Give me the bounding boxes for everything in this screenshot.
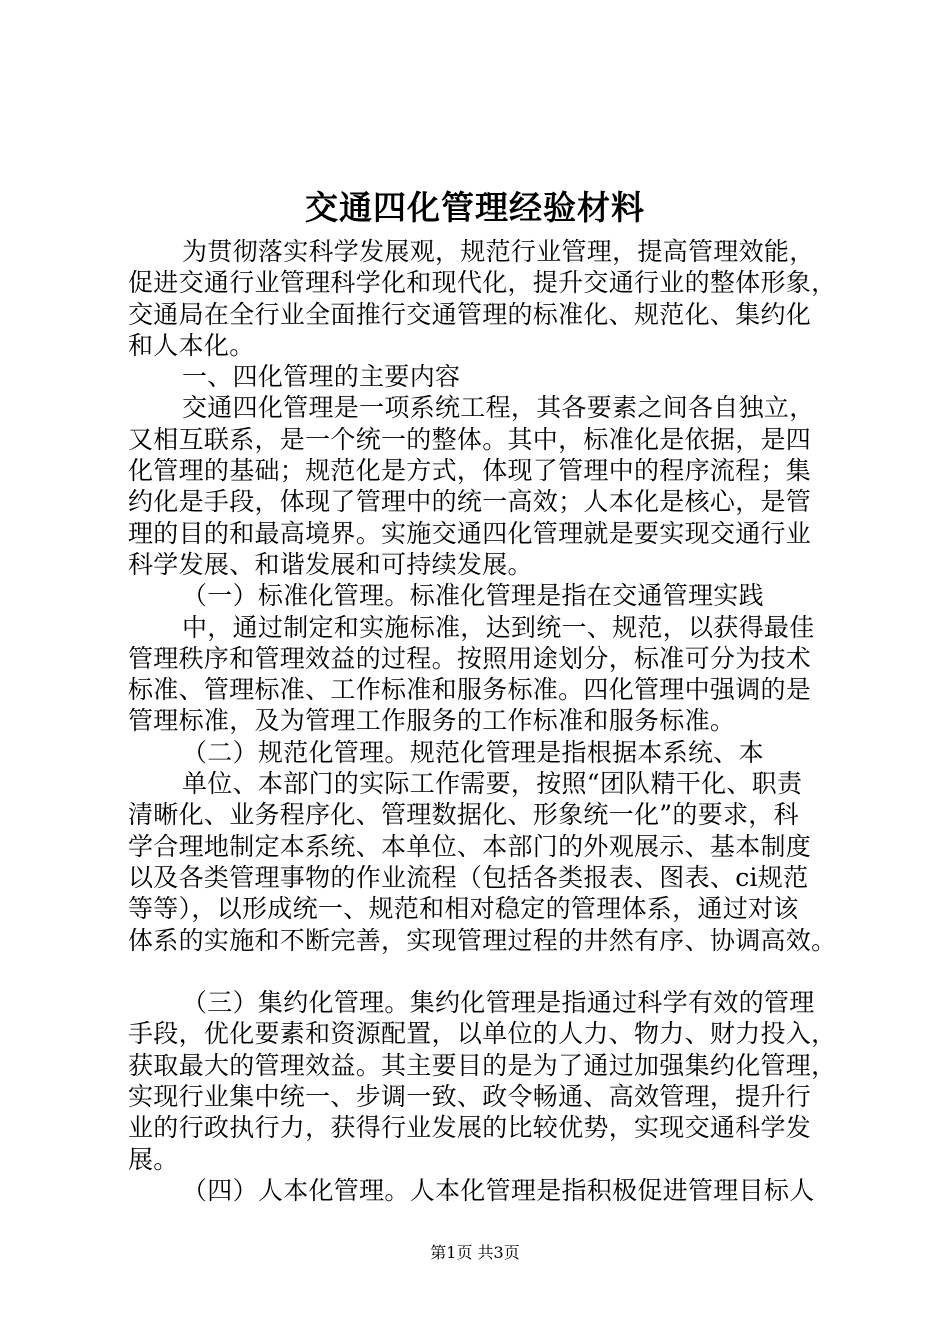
text-line: 体系的实施和不断完善，实现管理过程的井然有序、协调高效。	[128, 925, 837, 955]
text-line: 等等），以形成统一、规范和相对稳定的管理体系，通过对该	[128, 894, 799, 924]
document-body	[128, 236, 838, 1206]
text-line: 业的行政执行力，获得行业发展的比较优势，实现交通科学发	[128, 1113, 812, 1143]
text-line: 交通局在全行业全面推行交通管理的标准化、规范化、集约化	[128, 299, 812, 329]
text-line: 清晰化、业务程序化、管理数据化、形象统一化”的要求，科	[128, 800, 799, 830]
text-line: 展。	[128, 1144, 179, 1174]
text-line: 单位、本部门的实际工作需要，按照“团队精干化、职责	[182, 769, 803, 799]
blank-line	[128, 956, 838, 987]
text-line: （四）人本化管理。人本化管理是指积极促进管理目标人	[182, 1175, 815, 1205]
text-line: 科学发展、和谐发展和可持续发展。	[128, 549, 533, 579]
text-line: 化管理的基础；规范化是方式，体现了管理中的程序流程；集	[128, 456, 812, 486]
text-line: 手段，优化要素和资源配置，以单位的人力、物力、财力投入，	[128, 1019, 837, 1049]
text-line: 一、四化管理的主要内容	[182, 362, 461, 392]
text-line: 管理秩序和管理效益的过程。按照用途划分，标准可分为技术	[128, 643, 812, 673]
text-line: 为贯彻落实科学发展观，规范行业管理，提高管理效能，	[182, 237, 815, 266]
text-line: （二）规范化管理。规范化管理是指根据本系统、本	[182, 737, 764, 767]
text-line: 实现行业集中统一、步调一致、政令畅通、高效管理，提升行	[128, 1082, 812, 1112]
text-line: 理的目的和最高境界。实施交通四化管理就是要实现交通行业	[128, 518, 812, 548]
text-line: 约化是手段，体现了管理中的统一高效；人本化是核心，是管	[128, 487, 812, 517]
text-line: 和人本化。	[128, 330, 255, 360]
text-line: 交通四化管理是一项系统工程，其各要素之间各自独立，	[182, 393, 815, 423]
text-line: 管理标准，及为管理工作服务的工作标准和服务标准。	[128, 706, 736, 736]
text-line: （三）集约化管理。集约化管理是指通过科学有效的管理	[182, 988, 815, 1018]
text-line: 中，通过制定和实施标准，达到统一、规范，以获得最佳	[182, 612, 815, 642]
page-title: 交通四化管理经验材料	[305, 188, 645, 227]
text-line: 促进交通行业管理科学化和现代化，提升交通行业的整体形象，	[128, 268, 837, 298]
text-line: 学合理地制定本系统、本单位、本部门的外观展示、基本制度	[128, 831, 812, 861]
text-line: 获取最大的管理效益。其主要目的是为了通过加强集约化管理，	[128, 1050, 837, 1080]
text-line: 又相互联系，是一个统一的整体。其中，标准化是依据，是四	[128, 424, 812, 454]
text-line: 标准、管理标准、工作标准和服务标准。四化管理中强调的是	[128, 675, 812, 705]
page-number-footer: 第1页 共3页	[430, 1243, 520, 1262]
text-line: （一）标准化管理。标准化管理是指在交通管理实践	[182, 581, 764, 611]
text-line: 以及各类管理事物的作业流程（包括各类报表、图表、ci规范	[128, 862, 809, 892]
